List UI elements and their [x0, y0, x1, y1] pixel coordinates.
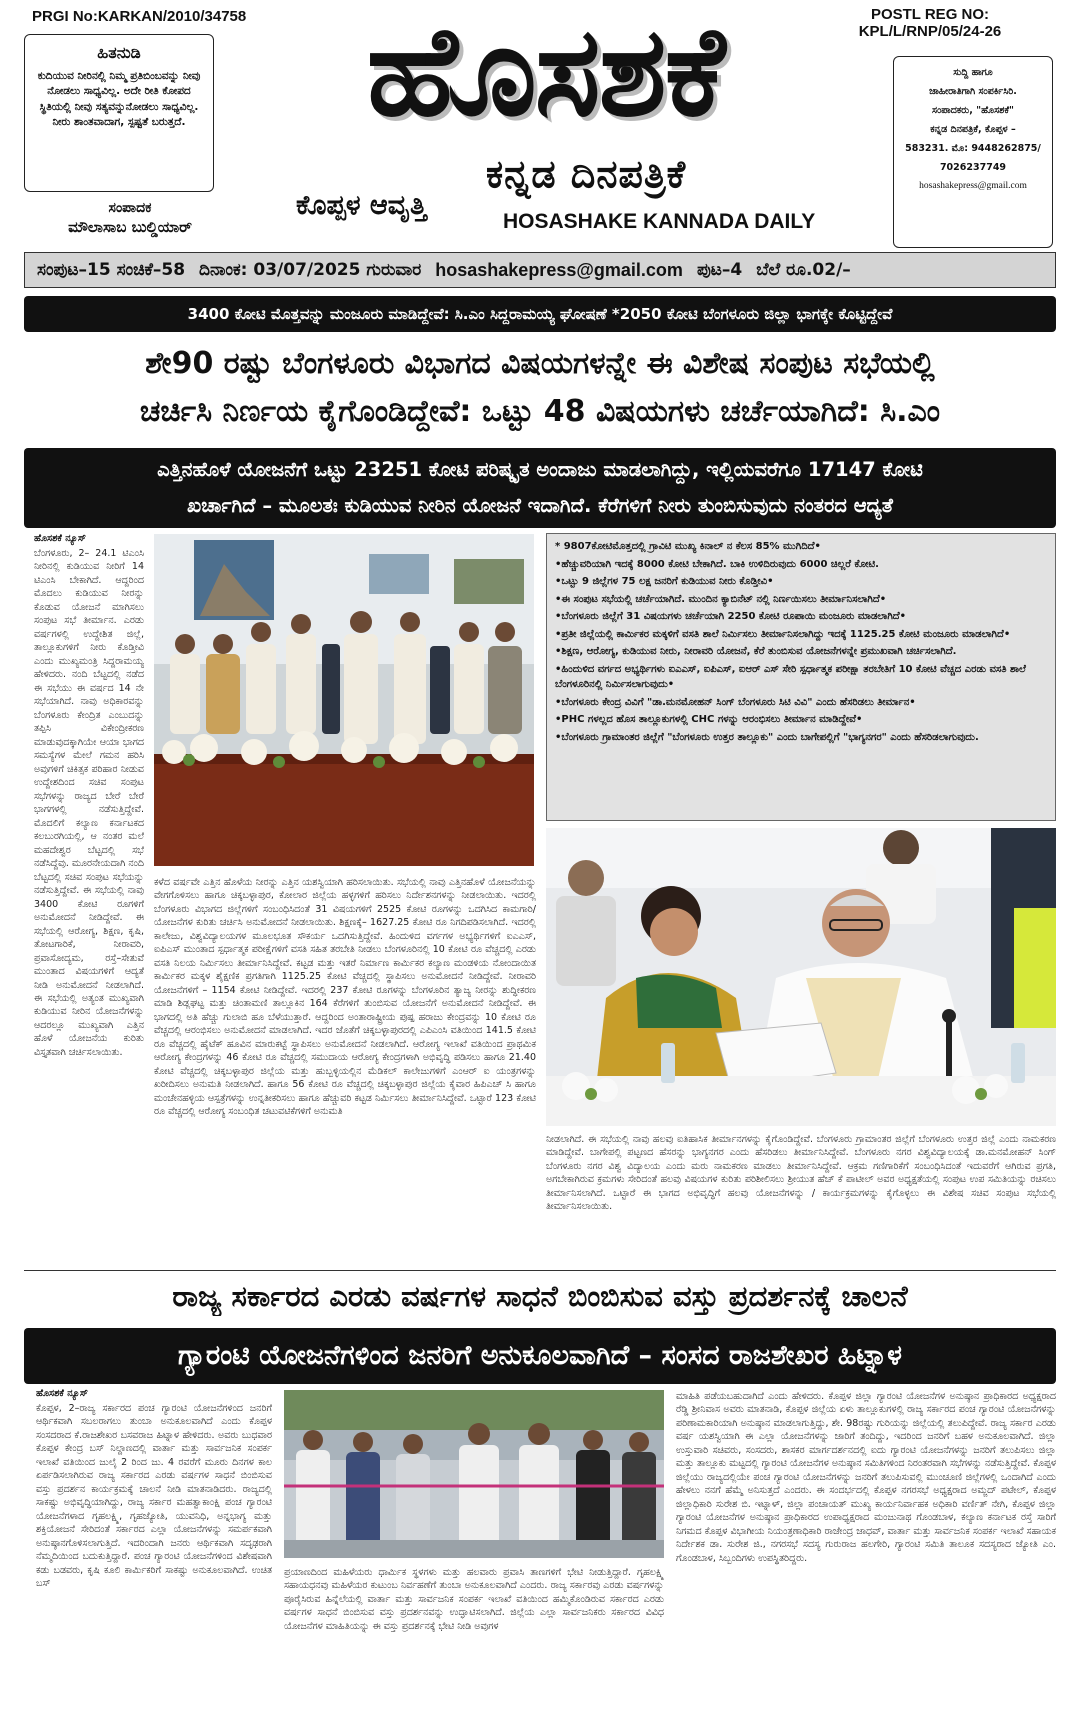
section-divider [24, 1270, 1056, 1271]
cabinet-release-photo [154, 534, 534, 866]
hitanudi-text: ಕುದಿಯುವ ನೀರಿನಲ್ಲಿ ನಿಮ್ಮ ಪ್ರತಿಬಿಂಬವನ್ನು ನೀವು ನೋಡಲು ಸಾಧ್ಯವಿಲ್ಲ. ಅದೇ ರೀತಿ ಕೋಪದ ಸ್ಥಿತಿಯಲ್ಲಿ ನೀವು ಸತ್ಯವನ್ನುನೋಡಲು ಸಾಧ್ಯವಿಲ್ಲ. ನೀರು ಶಾಂತವಾದಾಗ, ಸ್ಪಷ್ಟತೆ ಬರುತ್ತದೆ. [37, 70, 201, 128]
highlight-item: •ಪ್ರತೀ ಜಿಲ್ಲೆಯಲ್ಲಿ ಕಾರ್ಮಿಕರ ಮಕ್ಕಳಿಗೆ ವಸತಿ ಶಾಲೆ ನಿರ್ಮಿಸಲು ತೀರ್ಮಾನಿಸಲಾಗಿದ್ದು ಇದಕ್ಕೆ 1125.25 ಕೋಟಿ ಮಂಜೂರು ಮಾಡಲಾಗಿದೆ• [555, 628, 1011, 640]
dateline-bar [24, 252, 1056, 288]
volume-issue: ಸಂಪುಟ–15 ಸಂಚಿಕೆ–58 [37, 260, 186, 280]
contact-line: 583231. ಮೊ: 9448262875/ [905, 143, 1041, 154]
contact-line: ಕನ್ನಡ ದಿನಪತ್ರಿಕೆ, ಕೊಪ್ಪಳ – [930, 124, 1016, 135]
page-count: ಪುಟ–4 [696, 260, 743, 280]
masthead-subtitle-en: HOSASHAKE KANNADA DAILY [503, 210, 816, 233]
story1-highlights-box [546, 533, 1056, 821]
story1-headline [24, 340, 1056, 436]
story1-headline-line: ಚರ್ಚಿಸಿ ನಿರ್ಣಯ ಕೈಗೊಂಡಿದ್ದೇವೆ: ಒಟ್ಟು 48 ವಿಷಯಗಳು ಚರ್ಚೆಯಾಗಿದೆ: ಸಿ.ಎಂ [139, 394, 941, 429]
story2-byline: ಹೊಸಶಕೆ ನ್ಯೂಸ್ [36, 1388, 89, 1399]
exhibition-inauguration-photo-illustration [284, 1390, 664, 1558]
story2-column-right: ಮಾಹಿತಿ ಪಡೆಯಬಹುದಾಗಿದೆ ಎಂದು ಹೇಳಿದರು. ಕೊಪ್ಪಳ ಜಿಲ್ಲಾ ಗ್ಯಾರಂಟಿ ಯೋಜನೆಗಳ ಅನುಷ್ಠಾನ ಪ್ರಾಧಿಕಾರದ ಅಧ್ಯಕ್ಷರಾದ ರೆಡ್ಡಿ ಶ್ರೀನಿವಾಸ ಅವರು ಮಾತನಾಡಿ, ಕೊಪ್ಪಳ ಜಿಲ್ಲೆಯ ಏಳು ತಾಲ್ಲೂಕುಗಳಲ್ಲಿ ರಾಜ್ಯ ಸರ್ಕಾರದ ಪಂಚ ಗ್ಯಾರಂಟಿ ಯೋಜನೆಗಳನ್ನು ಪರಿಣಾಮಕಾರಿಯಾಗಿ ಅನುಷ್ಠಾನ ಮಾಡಲಾಗುತ್ತಿದ್ದು, ಶೇ. 98ರಷ್ಟು ಗುರಿಯನ್ನು ಜಿಲ್ಲೆಯಲ್ಲಿ ತಲುಪಿದ್ದೇವೆ. ರಾಜ್ಯ ಸರ್ಕಾರ ಎರಡು ವರ್ಷ ಯಶಸ್ವಿಯಾಗಿ ಈ ಎಲ್ಲಾ ಯೋಜನೆಗಳನ್ನು ಜಾರಿಗೆ ತಂದಿದ್ದು, ಇದರಿಂದ ಜನರಿಗೆ ಬಹಳ ಅನುಕೂಲವಾಗಿದೆ. ಜಿಲ್ಲಾ ಉಸ್ತುವಾರಿ ಸಚಿವರು, ಸಂಸದರು, ಶಾಸಕರ ಮಾರ್ಗದರ್ಶನದಲ್ಲಿ ಐದು ಗ್ಯಾರಂಟಿ ಯೋಜನೆಗಳನ್ನು ಜನರಿಗೆ ತಲುಪಿಸಲು ಜಿಲ್ಲಾ ಮತ್ತು ತಾಲ್ಲೂಕು ಮಟ್ಟದಲ್ಲಿ ಗ್ಯಾರಂಟಿ ಯೋಜನೆಗಳ ಅನುಷ್ಠಾನ ಸಮಿತಿಗಳಿಂದ ನಿರಂತರವಾಗಿ ಸಭೆಗಳನ್ನು ನಡೆಸುತ್ತಿದ್ದೇವೆ. ಕೊಪ್ಪಳ ಜಿಲ್ಲೆಯು ರಾಜ್ಯದಲ್ಲಿಯೇ ಪಂಚ ಗ್ಯಾರಂಟಿ ಯೋಜನೆಗಳನ್ನು ಜನರಿಗೆ ತಲುಪಿಸುವಲ್ಲಿ ಮುಂಚೂಣಿ ಜಿಲ್ಲೆಗಳಲ್ಲಿ ಒಂದಾಗಿದೆ ಎಂದು ಹೇಳಲು ನನಗೆ ಹೆಮ್ಮೆ ಅನಿಸುತ್ತದೆ ಎಂದರು. ಈ ಸಂದರ್ಭದಲ್ಲಿ ಕೊಪ್ಪಳ ನಗರಸಭೆ ಅಧ್ಯಕ್ಷರಾದ ಅಮ್ಜದ್ ಪಟೇಲ್, ಕೊಪ್ಪಳ ಜಿಲ್ಲಾಧಿಕಾರಿ ಸುರೇಶ ಬಿ. ಇಟ್ನಾಳ್, ಜಿಲ್ಲಾ ಪಂಚಾಯತ್ ಮುಖ್ಯ ಕಾರ್ಯನಿರ್ವಾಹಕ ಅಧಿಕಾರಿ ವರ್ಣಿತ್ ನೇಗಿ, ಕೊಪ್ಪಳ ಜಿಲ್ಲಾ ಗ್ಯಾರಂಟಿ ಯೋಜನೆಗಳ ಅನುಷ್ಠಾನ ಪ್ರಾಧಿಕಾರದ ಉಪಾಧ್ಯಕ್ಷರಾದ ಮಂಜುನಾಥ ಗೊಂಡಬಾಳ, ಕಲ್ಯಾಣ ಕರ್ನಾಟಕ ರಸ್ತೆ ಸಾರಿಗೆ ನಿಗಮದ ಕೊಪ್ಪಳ ವಿಭಾಗೀಯ ನಿಯಂತ್ರಣಾಧಿಕಾರಿ ರಾಜೇಂದ್ರ ಜಾಧವ್, ವಾರ್ತಾ ಮತ್ತು ಸಾರ್ವಜನಿಕ ಸಂಪರ್ಕ ಇಲಾಖೆ ಸಹಾಯಕ ನಿರ್ದೇಶಕ ಡಾ. ಸುರೇಶ ಜಿ., ನಗರಸಭೆ ಸದಸ್ಯ ಗುರುರಾಜ ಹಲಗೇರಿ, ಗ್ಯಾರಂಟಿ ಸಮಿತಿ ತಾಲೂಕ ಸದಸ್ಯರಾದ ಜ್ಯೋತಿ ಎಂ. ಗೊಂಡಬಾಳ, ಸಿಬ್ಬಂದಿಗಳು ಉಪಸ್ಥಿತರಿದ್ದರು. [676, 1391, 1056, 1564]
cm-reading-photo-illustration [546, 828, 1056, 1126]
prgi-number: PRGI No:KARKAN/2010/34758 [32, 8, 247, 25]
hitanudi-title: ಹಿತನುಡಿ [97, 43, 141, 62]
story1-column-left: ಬೆಂಗಳೂರು, 2– 24.1 ಟಿಎಂಸಿ ನೀರಿನಲ್ಲಿ ಕುಡಿಯುವ ನೀರಿಗೆ 14 ಟಿಎಂಸಿ ಬೇಕಾಗಿದೆ. ಆದ್ದರಿಂದ ಮೊದಲು ಕುಡಿಯುವ ನೀರನ್ನು ಕೊಡುವ ಯೋಜನೆ ಮಾಗಿಸಲು ಸಂಪುಟ ಸಭೆ ತೀರ್ಮಾನ. ಎರಡು ವರ್ಷಗಳಲ್ಲಿ ಉದ್ದೇಶಿತ ಜಿಲ್ಲೆ, ತಾಲ್ಲೂಕುಗಳಿಗೆ ನೀರು ಕೊಡ್ತೀವಿ ಎಂದು ಮುಖ್ಯಮಂತ್ರಿ ಸಿದ್ದರಾಮಯ್ಯ ಹೇಳಿದರು. ನಂದಿ ಬೆಟ್ಟದಲ್ಲಿ ನಡೆದ ಈ ಸಭೆಯು ಈ ವರ್ಷದ 14 ನೇ ಸಭೆಯಾಗಿದೆ. ನಾವು ಅಧಿಕಾರವನ್ನು ಬೆಂಗಳೂರು ಕೇಂದ್ರಿತ ಎಂಬುದನ್ನು ತಪ್ಪಿಸಿ ವಿಕೇಂದ್ರೀಕರಣ ಮಾಡುವುದಕ್ಕಾಗಿಯೇ ಆಯಾ ಭಾಗದ ಸಮಸ್ಯೆಗಳ ಮೇಲೆ ಗಮನ ಹರಿಸಿ ಅವುಗಳಿಗೆ ಚಿಕಿತ್ಸಕ ಪರಿಹಾರ ನೀಡುವ ಉದ್ದೇಶದಿಂದ ಸಚಿವ ಸಂಪುಟ ಸಭೆಗಳನ್ನು ರಾಜ್ಯದ ಬೇರೆ ಬೇರೆ ಭಾಗಗಳಲ್ಲಿ ನಡೆಸುತ್ತಿದ್ದೇವೆ. ಮೊದಲಿಗೆ ಕಲ್ಯಾಣ ಕರ್ನಾಟಕದ ಕಲಬುರಗಿಯಲ್ಲಿ, ಆ ನಂತರ ಮಲೆ ಮಹದೇಶ್ವರ ಬೆಟ್ಟದಲ್ಲಿ ಸಭೆ ನಡೆಸಿದ್ದೆವು. ಮೂರನೇಯದಾಗಿ ನಂದಿ ಬೆಟ್ಟದಲ್ಲಿ ಸಚಿವ ಸಂಪುಟ ಸಭೆಯನ್ನು ನಡೆಸುತ್ತಿದ್ದೇವೆ. ಈ ಸಭೆಯಲ್ಲಿ ನಾವು 3400 ಕೋಟಿ ರೂಗಳಿಗೆ ಅನುಮೋದನೆ ನೀಡಿದ್ದೇವೆ. ಈ ಸಭೆಯಲ್ಲಿ ಆರೋಗ್ಯ, ಶಿಕ್ಷಣ, ಕೃಷಿ, ತೋಟಗಾರಿಕೆ, ನೀರಾವರಿ, ಪ್ರವಾಸೋದ್ಯಮ, ರಸ್ತೆ–ಸೇತುವೆ ಮುಂತಾದ ವಿಷಯಗಳಿಗೆ ಆದ್ಯತೆ ನೀಡಿ ಅನುಮೋದನೆ ನೀಡಲಾಗಿದೆ. ಈ ಸಭೆಯಲ್ಲಿ ಅತ್ಯಂತ ಮುಖ್ಯವಾಗಿ ಕುಡಿಯುವ ನೀರಿನ ಯೋಜನೆಗಳನ್ನು ಆದರಲ್ಲೂ ಮುಖ್ಯವಾಗಿ ಎತ್ತಿನ ಹೊಳೆ ಯೋಜನೆಯ ಕುರಿತು ವಿಸ್ತೃತವಾಗಿ ಚರ್ಚಿಸಲಾಯಿತು. [34, 548, 144, 1058]
story1-subheadline-line: ಎತ್ತಿನಹೊಳೆ ಯೋಜನೆಗೆ ಒಟ್ಟು 23251 ಕೋಟಿ ಪರಿಷ್ಕೃತ ಅಂದಾಜು ಮಾಡಲಾಗಿದ್ದು, ಇಲ್ಲಿಯವರೆಗೂ 17147 ಕೋಟಿ [157, 458, 923, 481]
highlight-item: •ಹೆಚ್ಚುವರಿಯಾಗಿ ಇದಕ್ಕೆ 8000 ಕೋಟಿ ಬೇಕಾಗಿದೆ. ಬಾಕಿ ಉಳಿದಿರುವುದು 6000 ಚಿಲ್ಲರೆ ಕೋಟಿ. [555, 558, 879, 570]
highlight-item: •PHC ಗಳಲ್ಲದ ಹೊಸ ತಾಲ್ಲೂಕುಗಳಲ್ಲಿ CHC ಗಳನ್ನು ಆರಂಭಿಸಲು ತೀರ್ಮಾನ ಮಾಡಿದ್ದೇವೆ• [555, 714, 863, 725]
edition-label: ಕೊಪ್ಪಳ ಆವೃತ್ತಿ [296, 190, 427, 221]
highlight-item: * 9807ಕೋಟಿಮೊತ್ತದಲ್ಲಿ ಗ್ರಾವಿಟಿ ಮುಖ್ಯ ಕಿನಾಲ್ ನ ಕೆಲಸ 85% ಮುಗಿದಿದೆ• [555, 541, 821, 552]
story2-column-left: ಕೊಪ್ಪಳ, 2–ರಾಜ್ಯ ಸರ್ಕಾರದ ಪಂಚ ಗ್ಯಾರಂಟಿ ಯೋಜನೆಗಳಿಂದ ಜನರಿಗೆ ಆರ್ಥಿಕವಾಗಿ ಸಬಲರಾಗಲು ತುಂಬಾ ಅನುಕೂಲವಾಗಿದೆ ಎಂದು ಕೊಪ್ಪಳ ಸಂಸದರಾದ ಕೆ.ರಾಜಶೇಖರ ಬಸವರಾಜ ಹಿಟ್ನಾಳ ಹೇಳಿದರು. ಅವರು ಬುಧವಾರ ಕೊಪ್ಪಳ ಕೇಂದ್ರ ಬಸ್ ನಿಲ್ದಾಣದಲ್ಲಿ ವಾರ್ತಾ ಮತ್ತು ಸಾರ್ವಜನಿಕ ಸಂಪರ್ಕ ಇಲಾಖೆ ವತಿಯಿಂದ ಜುಲೈ 2 ರಿಂದ ಜು. 4 ರವರೆಗೆ ಮೂರು ದಿನಗಳ ಕಾಲ ಏರ್ಪಡಿಸಲಾಗಿರುವ ರಾಜ್ಯ ಸರ್ಕಾರದ ಎರಡು ವರ್ಷಗಳ ಸಾಧನೆ ಬಿಂಬಿಸುವ ವಸ್ತು ಪ್ರದರ್ಶನ ಕಾರ್ಯಕ್ರಮಕ್ಕೆ ಚಾಲನೆ ನೀಡಿ ಮಾತನಾಡಿದರು. ರಾಜ್ಯದಲ್ಲಿ ಸಾಕಷ್ಟು ಅಭಿವೃದ್ಧಿಯಾಗಿದ್ದು, ರಾಜ್ಯ ಸರ್ಕಾರ ಮಹತ್ವಾಕಾಂಕ್ಷಿ ಪಂಚ ಗ್ಯಾರಂಟಿ ಯೋಜನೆಗಳಾದ ಗೃಹಲಕ್ಷ್ಮಿ, ಗೃಹಜ್ಯೋತಿ, ಯುವನಿಧಿ, ಅನ್ನಭಾಗ್ಯ ಮತ್ತು ಶಕ್ತಿಯೋಜನೆ ಸೇರಿದಂತೆ ಸರ್ಕಾರದ ಎಲ್ಲಾ ಯೋಜನೆಗಳನ್ನು ಸಮರ್ಪಕವಾಗಿ ಅನುಷ್ಠಾನಗೊಳಿಸಲಾಗುತ್ತಿದೆ. ಇದರಿಂದಾಗಿ ಜನರು ಆರ್ಥಿಕವಾಗಿ ಸದೃಢರಾಗಿ ನೆಮ್ಮದಿಯಿಂದ ಬದುಕುತ್ತಿದ್ದಾರೆ. ಪಂಚ ಗ್ಯಾರಂಟಿ ಯೋಜನೆಗಳಿಂದ ವಿಶೇಷವಾಗಿ ಕಡು ಬಡವರು, ಕೃಷಿ ಕೂಲಿ ಕಾರ್ಮಿಕರಿಗೆ ಸಾಕಷ್ಟು ಅನುಕೂಲವಾಗಿದೆ. ಉಚಿತ ಬಸ್ [36, 1403, 272, 1590]
contact-line: 7026237749 [939, 162, 1007, 173]
story2-subheadline: ಗ್ಯಾರಂಟಿ ಯೋಜನೆಗಳಿಂದ ಜನರಿಗೆ ಅನುಕೂಲವಾಗಿದೆ – ಸಂಸದ ರಾಜಶೇಖರ ಹಿಟ್ನಾಳ [24, 1328, 1056, 1384]
contact-email: hosashakepress@gmail.com [919, 181, 1027, 191]
highlight-item: •ಶಿಕ್ಷಣ, ಆರೋಗ್ಯ, ಕುಡಿಯುವ ನೀರು, ನೀರಾವರಿ ಯೋಜನೆ, ಕೆರೆ ತುಂಬಿಸುವ ಯೋಜನೆಗಳನ್ನೇ ಪ್ರಮುಖವಾಗಿ ಚರ್ಚಿಸಲಾಗಿದೆ. [555, 646, 957, 657]
story1-headline-line: ಶೇ90 ರಷ್ಟು ಬೆಂಗಳೂರು ವಿಭಾಗದ ವಿಷಯಗಳನ್ನೇ ಈ ವಿಶೇಷ ಸಂಪುಟ ಸಭೆಯಲ್ಲಿ [145, 346, 935, 381]
highlight-item: •ಒಟ್ಟು 9 ಜಿಲ್ಲೆಗಳ 75 ಲಕ್ಷ ಜನರಿಗೆ ಕುಡಿಯುವ ನೀರು ಕೊಡ್ತೀವಿ• [555, 576, 774, 587]
contact-box [893, 56, 1053, 248]
story1-subheadline-line: ಖರ್ಚಾಗಿದೆ – ಮೂಲತಃ ಕುಡಿಯುವ ನೀರಿನ ಯೋಜನೆ ಇದಾಗಿದೆ. ಕೆರೆಗಳಿಗೆ ನೀರು ತುಂಬಿಸುವುದು ನಂತರದ ಆದ್ಯತೆ [187, 494, 893, 517]
masthead-subtitle: ಕನ್ನಡ ದಿನಪತ್ರಿಕೆ [486, 152, 687, 196]
story1-ticker: 3400 ಕೋಟಿ ಮೊತ್ತವನ್ನು ಮಂಜೂರು ಮಾಡಿದ್ದೇವೆ: ಸಿ.ಎಂ ಸಿದ್ದರಾಮಯ್ಯ ಘೋಷಣೆ *2050 ಕೋಟಿ ಬೆಂಗಳೂರು ಜಿಲ್ಲಾ ಭಾಗಕ್ಕೇ ಕೊಟ್ಟಿದ್ದೇವೆ [24, 296, 1056, 332]
contact-line: ಜಾಹೀರಾತಿಗಾಗಿ ಸಂಪರ್ಕಿಸಿರಿ. [929, 86, 1017, 97]
highlight-item: •ಹಿಂದುಳಿದ ವರ್ಗದ ಅಭ್ಯರ್ಥಿಗಳು ಐಎಎಸ್, ಐಪಿಎಸ್, ಐಆರ್ ಎಸ್ ಸೇರಿ ಸ್ಪರ್ಧಾತ್ಮಕ ಪರೀಕ್ಷಾ ತರಬೇತಿಗೆ 10 ಕೋಟಿ ವೆಚ್ಚದ ಎರಡು ವಸತಿ ಶಾಲೆ ಬೆಂಗಳೂರಿನಲ್ಲಿ ನಿರ್ಮಿಸಲಾಗುವುದು• [555, 663, 1026, 690]
postal-reg-number: KPL/L/RNP/05/24-26 [858, 23, 1002, 40]
story1-column-right: ನೀಡಲಾಗಿದೆ. ಈ ಸಭೆಯಲ್ಲಿ ನಾವು ಹಲವು ಐತಿಹಾಸಿಕ ತೀರ್ಮಾನಗಳನ್ನು ಕೈಗೊಂಡಿದ್ದೇವೆ. ಬೆಂಗಳೂರು ಗ್ರಾಮಾಂತರ ಜಿಲ್ಲೆಗೆ ಬೆಂಗಳೂರು ಉತ್ತರ ಜಿಲ್ಲೆ ಎಂದು ನಾಮಕರಣ ಮಾಡಿದ್ದೇವೆ. ಬಾಗೇಪಲ್ಲಿ ಪಟ್ಟಣದ ಹೆಸರನ್ನು ಭಾಗ್ಯನಗರ ಎಂದು ಹೆಸರಿಡಲು ತೀರ್ಮಾನಿಸಿದ್ದೇವೆ. ಬೆಂಗಳೂರು ನಗರ ವಿಶ್ವವಿದ್ಯಾಲಯಕ್ಕೆ ಡಾ.ಮನಮೋಹನ್ ಸಿಂಗ್ ಬೆಂಗಳೂರು ನಗರ ವಿಶ್ವ ವಿದ್ಯಾಲಯ ಎಂದು ಮರು ನಾಮಕರಣ ಮಾಡಲು ತೀರ್ಮಾನಿಸಿದ್ದೇವೆ. ಆಕ್ರಮ ಗಣಿಗಾರಿಕೆಗೆ ಸಂಬಂಧಿಸಿದಂತೆ ಇದುವರೆಗೆ ಆಗಿರುವ ಪ್ರಗತಿ, ಅಗಬೇಕಾಗಿರುವ ಕ್ರಮಗಳು ಸೇರಿದಂತೆ ಹಲವು ವಿಷಯಗಳ ಕುರಿತು ಪರಿಶೀಲಿಸಲು ಶ್ರೀಯುತ ಹೆಚ್ ಕೆ ಪಾಟೀಲ್ ಅವರ ಅಧ್ಯಕ್ಷತೆಯಲ್ಲಿ ಸಂಪುಟ ಉಪ ಸಮಿತಿಯನ್ನು ರಚಿಸಲು ತೀರ್ಮಾನಿಸಲಾಗಿದೆ. ಒಟ್ಟಾರೆ ಈ ಭಾಗದ ಅಭಿವೃದ್ಧಿಗೆ ಹಲವು ಯೋಜನೆಗಳನ್ನು / ಕಾರ್ಯಕ್ರಮಗಳನ್ನು ಕೈಗೊಳ್ಳಲು ಈ ವಿಶೇಷ ಸಚಿವ ಸಂಪುಟ ಸಭೆಯಲ್ಲಿ ತೀರ್ಮಾನಿಸಲಾಯಿತು. [546, 1134, 1056, 1213]
editor-name: ಮೌಲಾಸಾಬ ಬುಲ್ಡಿಯಾರ್ [68, 218, 192, 236]
highlight-item: •ಬೆಂಗಳೂರು ಗ್ರಾಮಾಂತರ ಜಿಲ್ಲೆಗೆ "ಬೆಂಗಳೂರು ಉತ್ತರ ತಾಲ್ಲೂಕು" ಎಂದು ಬಾಗೇಪಲ್ಲಿಗೆ "ಭಾಗ್ಯನಗರ" ಎಂದು ಹೆಸರಿಡಲಾಗುವುದು. [555, 731, 979, 743]
cm-reading-photo [546, 828, 1056, 1126]
postal-reg-label: POSTL REG NO: [870, 6, 990, 23]
editor-label: ಸಂಪಾದಕ [108, 200, 152, 216]
masthead-title: ಹೊಸಶಕೆ [366, 0, 724, 144]
highlight-item: •ಬೆಂಗಳೂರು ಕೇಂದ್ರ ವಿವಿಗೆ "ಡಾ.ಮನಮೋಹನ್ ಸಿಂಗ್ ಬೆಂಗಳೂರು ಸಿಟಿ ವಿವಿ" ಎಂದು ಹೆಸರಿಡಲು ತೀರ್ಮಾನ• [555, 696, 916, 708]
hitanudi-box [24, 34, 214, 192]
highlight-item: •ಬೆಂಗಳೂರು ಜಿಲ್ಲೆಗೆ 31 ವಿಷಯಗಳು ಚರ್ಚೆಯಾಗಿ 2250 ಕೋಟಿ ರೂಪಾಯಿ ಮಂಜೂರು ಮಾಡಲಾಗಿದೆ• [555, 611, 907, 622]
cabinet-release-photo-illustration [154, 534, 534, 866]
editor-block [30, 200, 230, 236]
story2-headline: ರಾಜ್ಯ ಸರ್ಕಾರದ ಎರಡು ವರ್ಷಗಳ ಸಾಧನೆ ಬಿಂಬಿಸುವ ವಸ್ತು ಪ್ರದರ್ಶನಕ್ಕೆ ಚಾಲನೆ [172, 1279, 908, 1313]
price: ಬೆಲೆ ರೂ.02/– [756, 260, 851, 280]
date: ದಿನಾಂಕ: 03/07/2025 ಗುರುವಾರ [199, 260, 422, 280]
exhibition-inauguration-photo [284, 1390, 664, 1558]
contact-line: ಸಂಪಾದಕರು, "ಹೊಸಶಕೆ" [932, 105, 1014, 116]
highlight-item: •ಈ ಸಂಪುಟ ಸಭೆಯಲ್ಲಿ ಚರ್ಚೆಯಾಗಿದೆ. ಮುಂದಿನ ಕ್ಯಾಬಿನೆಟ್ ನಲ್ಲಿ ನಿರ್ಣಯಿಸಲು ತೀರ್ಮಾನಿಸಲಾಗಿದೆ• [555, 593, 887, 605]
story1-subheadline [24, 448, 1056, 528]
dateline-email: hosashakepress@gmail.com [435, 259, 683, 280]
story1-byline: ಹೊಸಶಕೆ ನ್ಯೂಸ್ [34, 533, 87, 544]
story1-column-middle: ಕಳೆದ ವರ್ಷವೇ ಎತ್ತಿನ ಹೊಳೆಯ ನೀರನ್ನು ಎತ್ತಿನ ಯಶಸ್ವಿಯಾಗಿ ಹರಿಸಲಾಯಿತು. ಸಭೆಯಲ್ಲಿ ನಾವು ಎತ್ತಿನಹೊಳೆ ಯೋಜನೆಯನ್ನು ವೇಗಗೊಳಿಸಲು ಹಾಗೂ ಚಿಕ್ಕಬಳ್ಳಾಪುರ, ಕೋಲಾರ ಜಿಲ್ಲೆಯ ಹಳ್ಳಗಳಿಗೆ ಹರಿಸಲು ನಿರ್ದೇಶನಗಳನ್ನು ನೀಡಲಾಯಿತು. ಇದರಲ್ಲಿ ಬೆಂಗಳೂರು ವಿಭಾಗದ ಜಿಲ್ಲೆಗಳಿಗೆ ಸಂಬಂಧಿಸಿದಂತೆ 31 ವಿಷಯಗಳಿಗೆ 2525 ಕೋಟಿ ರೂಗಳನ್ನು ಒದಗಿಸಿದ ಕಾಮಗಾರಿ/ಯೋಜನೆಗಳ ಕುರಿತು ಚರ್ಚಿಸಿ ಅನುಮೋದನೆ ನೀಡಲಾಯಿತು. ಶಿಕ್ಷಣಕ್ಕೆ– 1627.25 ಕೋಟಿ ರೂ ನಿಗದಿಪಡಿಸಲಾಗಿದೆ. ಇದರಲ್ಲಿ ಕಾಲೇಜು, ವಿಶ್ವವಿದ್ಯಾಲಯಗಳ ಮೂಲಭೂತ ಸೌಕರ್ಯ ಒದಗಿಸುತ್ತಿದ್ದೇವೆ. ಹಿಂದುಳಿದ ವರ್ಗಗಳ ಅಭ್ಯರ್ಥಿಗಳಿಗೆ ಐಎಎಸ್, ಐಪಿಎಸ್ ಮುಂತಾದ ಸ್ಪರ್ಧಾತ್ಮಕ ಪರೀಕ್ಷೆಗಳಿಗೆ ವಸತಿ ಸಹಿತ ತರಬೇತಿ ನೀಡಲು ಬೆಂಗಳೂರಿನಲ್ಲಿ 10 ಕೋಟಿ ರೂ ವೆಚ್ಚದಲ್ಲಿ ಎರಡು ವಸತಿ ನಿಲಯ ನಿರ್ಮಿಸಲು ತೀರ್ಮಾನಿಸಿದ್ದೇವೆ. ಕಟ್ಟಡ ಮತ್ತು ಇತರೆ ನಿರ್ಮಾಣ ಕಾರ್ಮಿಕರ ಕಲ್ಯಾಣ ಮಂಡಳಿಯ ನೋಂದಾಯಿತ ಕಾರ್ಮಿಕರ ಮಕ್ಕಳ ಶೈಕ್ಷಣಿಕ ಪ್ರಗತಿಗಾಗಿ 1125.25 ಕೋಟಿ ವೆಚ್ಚದಲ್ಲಿ ಸ್ಥಾಪಿಸಲು ಅನುಮೋದನೆ ನೀಡಿದ್ದೇವೆ. ನೀರಾವರಿ ಯೋಜನೆಗಳಿಗೆ – 1154 ಕೋಟಿ ನೀಡಿದ್ದೇವೆ. ಇದರಲ್ಲಿ 237 ಕೋಟಿ ರೂಗಳನ್ನು ಬೆಂಗಳೂರಿನ ತ್ಯಾಜ್ಯ ನೀರನ್ನು ಶುದ್ಧೀಕರಣ ಮಾಡಿ ಶಿಡ್ಲಘಟ್ಟ ಮತ್ತು ಚಿಂತಾಮಣಿ ತಾಲ್ಲೂಕಿನ 164 ಕೆರೆಗಳಿಗೆ ತುಂಬಿಸುವ ಯೋಜನೆಗೆ ಅನುಮೋದನೆ ನೀಡಿದ್ದೇವೆ. ಈ ಭಾಗದಲ್ಲಿ ಅತಿ ಹೆಚ್ಚು ಗುಲಾಬಿ ಹೂ ಬೆಳೆಯುತ್ತಾರೆ. ಆದ್ದರಿಂದ ಅಂತಾರಾಷ್ಟ್ರೀಯ ಪುಷ್ಪ ಹರಾಜು ಕೇಂದ್ರವನ್ನು 10 ಕೋಟಿ ರೂ ವೆಚ್ಚದಲ್ಲಿ ಆರಂಭಿಸಲು ಅನುಮೋದನೆ ಮಾಡಲಾಗಿದೆ. ಇದರ ಜೊತೆಗೆ ಚಿಕ್ಕಬಳ್ಳಾಪುರದಲ್ಲಿ ಎಪಿಎಂಸಿ ವತಿಯಿಂದ 141.5 ಕೋಟಿ ರೂ ವೆಚ್ಚದಲ್ಲಿ ಹೈಟೆಕ್ ಹೂವಿನ ಮಾರುಕಟ್ಟೆ ಸ್ಥಾಪಿಸಲು ಅನುಮೋದನೆ ನೀಡಲಾಗಿದೆ. ಆರೋಗ್ಯ ಇಲಾಖೆ ವತಿಯಿಂದ ಪ್ರಾಥಮಿಕ ಆರೋಗ್ಯ ಕೇಂದ್ರಗಳನ್ನು 46 ಕೋಟಿ ರೂ ವೆಚ್ಚದಲ್ಲಿ ಸಮುದಾಯ ಆರೋಗ್ಯ ಕೇಂದ್ರಗಳಾಗಿ ಅಭಿವೃದ್ಧಿ ಪಡಿಸಲು ಹಾಗೂ 21.40 ಕೋಟಿ ವೆಚ್ಚದಲ್ಲಿ ಚಿಕ್ಕಬಳ್ಳಾಪುರ ಜಿಲ್ಲೆಯ ಮತ್ತು ಹುಬ್ಬಳ್ಳಿಯಲ್ಲಿನ ಮೆಡಿಕಲ್ ಕಾಲೇಜುಗಳಿಗೆ ಎಂಆರ್ ಐ ಯಂತ್ರಗಳನ್ನು ಖರೀದಿಸಲು ಅನುಮತಿ ನೀಡಲಾಗಿದೆ. ಹಾಗೂ 56 ಕೋಟಿ ರೂ ವೆಚ್ಚದಲ್ಲಿ ಚಿಕ್ಕಬಳ್ಳಾಪುರ ಜಿಲ್ಲೆಯ ಕೈವಾರ ಹಿಪಿಎಚ್ ಸಿ ಹಾಗೂ ಮಂಚೇನಹಳ್ಳಿಯ ಆಸ್ಪತ್ರೆಗಳನ್ನು ಉನ್ನತೀಕರಿಸಲು ಹಾಗೂ ಹೆಚ್ಚುವರಿ ಕಟ್ಟಡ ನಿರ್ಮಿಸಲು ತೀರ್ಮಾನಿಸಿದ್ದೇವೆ. ಒಟ್ಟಾರೆ 123 ಕೋಟಿ ರೂ ವೆಚ್ಚದಲ್ಲಿ ಆರೋಗ್ಯ ಸಂಬಂಧಿತ ಚಟುವಟಿಕೆಗಳಿಗೆ ಅನುಮತಿ [154, 877, 536, 1118]
contact-line: ಸುದ್ದಿ ಹಾಗೂ [953, 67, 993, 78]
story2-column-middle: ಪ್ರಯಾಣದಿಂದ ಮಹಿಳೆಯರು ಧಾರ್ಮಿಕ ಸ್ಥಳಗಳು ಮತ್ತು ಹಲವಾರು ಪ್ರವಾಸಿ ತಾಣಗಳಿಗೆ ಭೇಟಿ ನೀಡುತ್ತಿದ್ದಾರೆ. ಗೃಹಲಕ್ಷ್ಮಿ ಸಹಾಯಧನವು ಮಹಿಳೆಯರ ಕುಟುಂಬ ನಿರ್ವಹಣೆಗೆ ತುಂಬಾ ಅನುಕೂಲವಾಗಿದೆ ಎಂದರು. ರಾಜ್ಯ ಸರ್ಕಾರವು ಎರಡು ವರ್ಷಗಳನ್ನು ಪೂರೈಸಿರುವ ಹಿನ್ನೆಲೆಯಲ್ಲಿ ವಾರ್ತಾ ಮತ್ತು ಸಾರ್ವಜನಿಕ ಸಂಪರ್ಕ ಇಲಾಖೆ ವತಿಯಿಂದ ಹಮ್ಮಿಕೊಂಡಿರುವ ಸರ್ಕಾರದ ಎರಡು ವರ್ಷಗಳ ಸಾಧನೆ ಬಿಂಬಿಸುವ ವಸ್ತು ಪ್ರದರ್ಶನವನ್ನು ಉದ್ಘಾಟಿಸಲಾಗಿದೆ. ಜಿಲ್ಲೆಯ ಎಲ್ಲಾ ಸಾರ್ವಜನಿಕರು ಸರ್ಕಾರದ ವಿವಿಧ ಯೋಜನೆಗಳ ಮಾಹಿತಿಯನ್ನು ಈ ವಸ್ತು ಪ್ರದರ್ಶನಕ್ಕೆ ಭೇಟಿ ನೀಡಿ ಅವುಗಳ [284, 1567, 664, 1632]
